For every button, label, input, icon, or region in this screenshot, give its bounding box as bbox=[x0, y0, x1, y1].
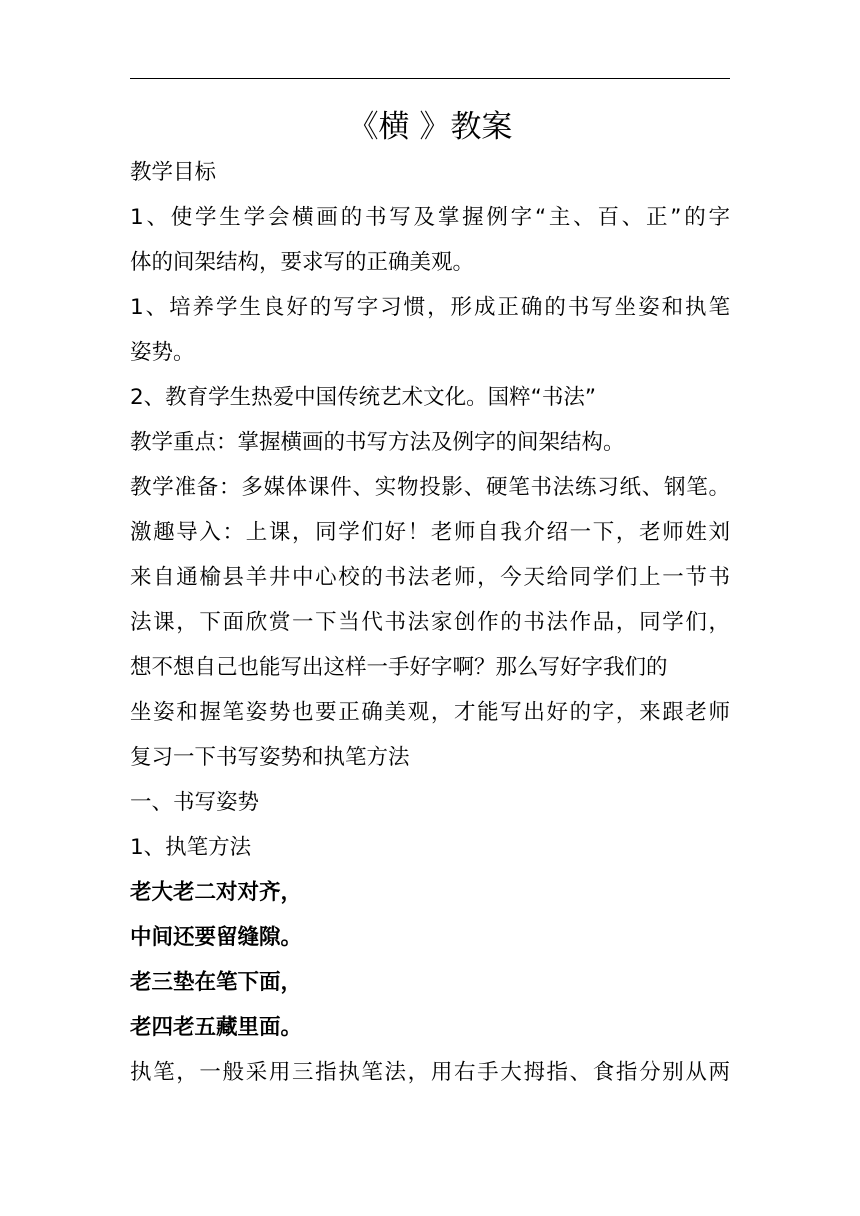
verse-line: 老三垫在笔下面， bbox=[130, 970, 303, 995]
paragraph-line: 1、培养学生良好的写字习惯，形成正确的书写坐姿和执笔 bbox=[130, 295, 730, 320]
paragraph-line: 激趣导入：上课，同学们好！老师自我介绍一下，老师姓刘 bbox=[130, 520, 730, 545]
subheading-pen-holding: 1、执笔方法 bbox=[130, 835, 252, 860]
paragraph-line: 1、使学生学会横画的书写及掌握例字“主、百、正”的字 bbox=[130, 205, 730, 230]
paragraph-line: 执笔，一般采用三指执笔法，用右手大拇指、食指分别从两 bbox=[130, 1060, 730, 1085]
paragraph-line: 教学重点：掌握横画的书写方法及例字的间架结构。 bbox=[130, 430, 625, 455]
paragraph-line: 2、教育学生热爱中国传统艺术文化。国粹“书法” bbox=[130, 385, 596, 410]
verse-line: 老大老二对对齐， bbox=[130, 880, 303, 905]
verse-line: 中间还要留缝隙。 bbox=[130, 925, 303, 950]
paragraph-line: 坐姿和握笔姿势也要正确美观，才能写出好的字，来跟老师 bbox=[130, 700, 730, 725]
paragraph-line: 体的间架结构，要求写的正确美观。 bbox=[130, 250, 475, 275]
paragraph-line: 法课，下面欣赏一下当代书法家创作的书法作品，同学们， bbox=[130, 610, 730, 635]
section-heading-objectives: 教学目标 bbox=[130, 160, 217, 185]
paragraph-line: 想不想自己也能写出这样一手好字啊？那么写好字我们的 bbox=[130, 655, 668, 680]
section-heading-posture: 一、书写姿势 bbox=[130, 790, 260, 815]
paragraph-line: 姿势。 bbox=[130, 340, 195, 365]
paragraph-line: 来自通榆县羊井中心校的书法老师，今天给同学们上一节书 bbox=[130, 565, 730, 590]
paragraph-line: 教学准备：多媒体课件、实物投影、硬笔书法练习纸、钢笔。 bbox=[130, 475, 730, 500]
paragraph-line: 复习一下书写姿势和执笔方法 bbox=[130, 745, 410, 770]
document-body bbox=[130, 150, 730, 1095]
header-rule bbox=[130, 78, 730, 79]
document-title: 《横 》教案 bbox=[347, 109, 513, 145]
verse-line: 老四老五藏里面。 bbox=[130, 1015, 303, 1040]
